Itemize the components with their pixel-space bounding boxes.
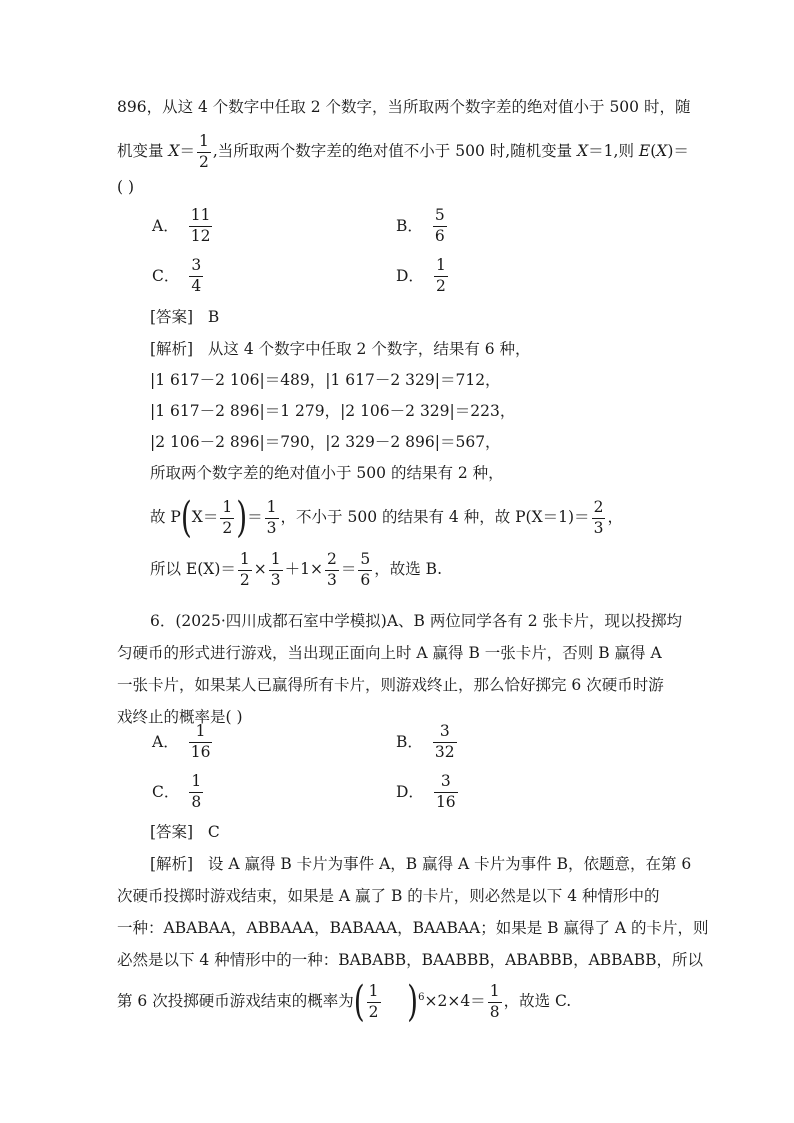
q5-option-c: C． $\frac{3}{4}$	[152, 256, 202, 295]
q6-analysis-2: 次硬币投掷时游戏结束，如果是 A 赢了 B 的卡片，则必然是以下 4 种情形中的	[117, 887, 660, 905]
q6-option-d: D． $\frac{3}{16}$	[396, 772, 456, 811]
q6-analysis-4: 必然是以下 4 种情形中的一种：BABABB，BAABBB，ABABBB，ABBABB，所以	[117, 951, 704, 969]
q5-analysis-4: |2 106－2 896|＝790，|2 329－2 896|＝567，	[150, 433, 501, 451]
q6-line-1: 6．(2025·四川成都石室中学模拟)A、B 两位同学各有 2 张卡片，现以投掷均	[150, 612, 683, 630]
q5-option-b: B． $\frac{5}{6}$	[396, 206, 445, 245]
q5-analysis-6: 故 P(X＝ $\frac{1}{2}$ )＝ $\frac{1}{3}$ ，不小于 500 的结果有 4 种，故 P(X＝1)＝ $\frac{2}{3}$ ，	[150, 492, 623, 542]
q5-line-3: ( )	[117, 178, 135, 196]
q5-analysis-3: |1 617－2 896|＝1 279，|2 106－2 329|＝223，	[150, 402, 516, 420]
q5-analysis-7: 所以 E(X)＝ $\frac{1}{2}$ × $\frac{1}{3}$ ＋1× $\frac{2}{3}$ ＝ $\frac{5}{6}$ ，故选 B.	[150, 550, 442, 589]
q5-analysis-2: |1 617－2 106|＝489，|1 617－2 329|＝712，	[150, 371, 501, 389]
q5-option-d: D． $\frac{1}{2}$	[396, 256, 446, 295]
q6-option-a: A． $\frac{1}{16}$	[152, 722, 211, 761]
q6-option-b: B． $\frac{3}{32}$	[396, 722, 455, 761]
q5-analysis-5: 所取两个数字差的绝对值小于 500 的结果有 2 种，	[150, 464, 504, 482]
q5-answer: [答案] B	[150, 308, 220, 326]
q5-analysis-1: [解析] 从这 4 个数字中任取 2 个数字，结果有 6 种，	[150, 340, 531, 358]
q6-analysis-3: 一种：ABABAA，ABBAAA，BABAAA，BAABAA；如果是 B 赢得了 A 的卡片，则	[117, 919, 709, 937]
q6-line-2: 匀硬币的形式进行游戏，当出现正面向上时 A 赢得 B 一张卡片，否则 B 赢得 A	[117, 644, 662, 662]
q6-option-c: C． $\frac{1}{8}$	[152, 772, 202, 811]
q5-line-2: 机变量 X＝ $\frac{1}{2}$ ,当所取两个数字差的绝对值不小于 500 时,随机变量 X＝1,则 E(X)＝	[117, 132, 689, 171]
q6-analysis-5: 第 6 次投掷硬币游戏结束的概率为( $\frac{1}{2}$ )$^6$×2×4＝ $\frac{1}{8}$ ，故选 C.	[117, 976, 572, 1026]
q6-analysis-1: [解析] 设 A 赢得 B 卡片为事件 A，B 赢得 A 卡片为事件 B，依题意，在第 6	[150, 855, 692, 873]
q5-option-a: A． $\frac{11}{12}$	[152, 206, 211, 245]
q5-line-1: 896，从这 4 个数字中任取 2 个数字，当所取两个数字差的绝对值小于 500 时，随	[117, 98, 691, 116]
q6-line-4: 戏终止的概率是( )	[117, 708, 243, 726]
q6-answer: [答案] C	[150, 823, 220, 841]
fraction-one-half: $\frac{1}{2}$	[199, 132, 209, 171]
q6-line-3: 一张卡片，如果某人已赢得所有卡片，则游戏终止，那么恰好掷完 6 次硬币时游	[117, 676, 664, 694]
